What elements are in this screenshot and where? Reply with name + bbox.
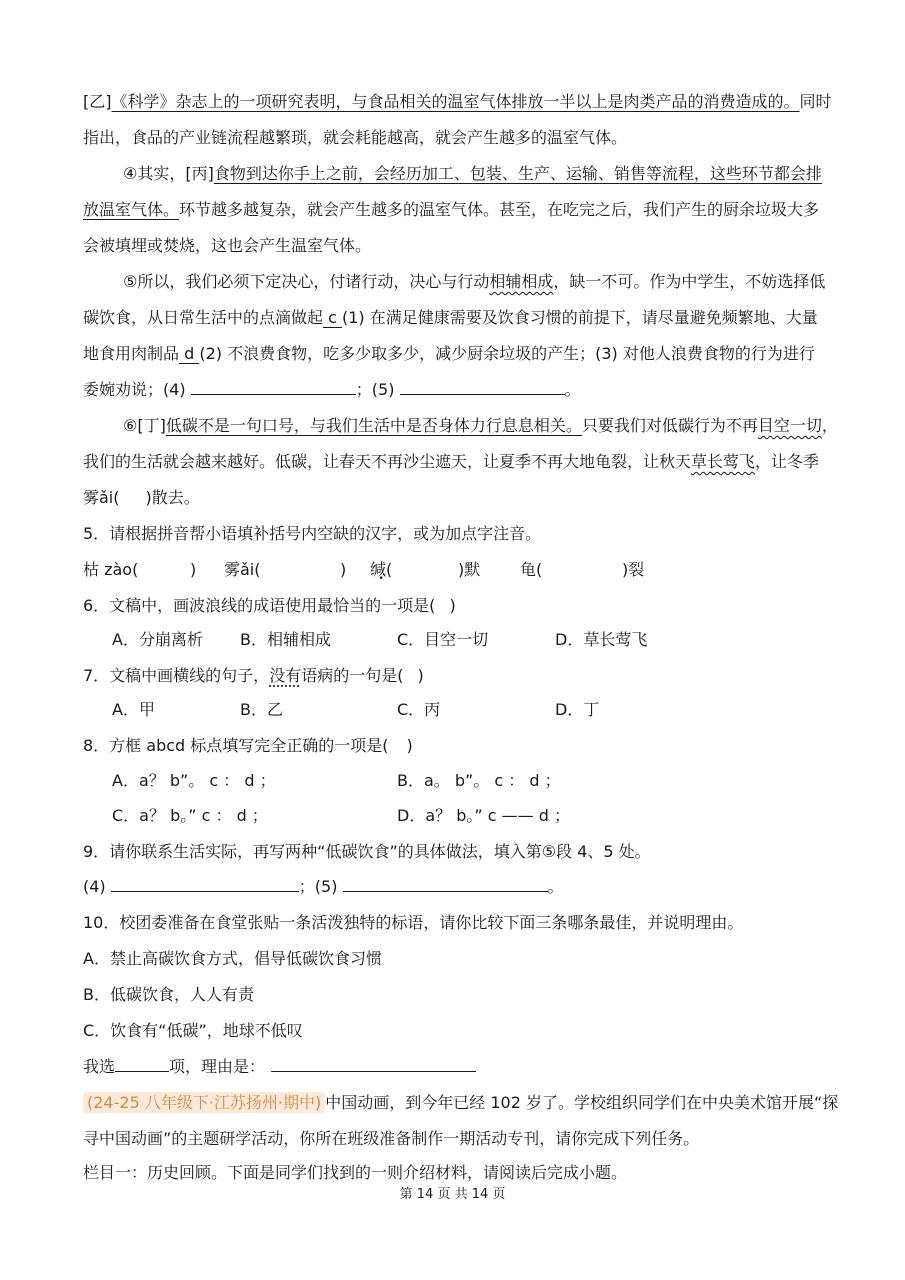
q9-blank-5[interactable] [343,873,548,892]
paragraph-4-line3: 会被填埋或焚烧，这也会产生温室气体。 [83,236,372,255]
question-6-stem: 6．文稿中，画波浪线的成语使用最恰当的一项是( ) [83,596,456,615]
paragraph-yi-line1: [乙]《科学》杂志上的一项研究表明，与食品相关的温室气体排放一半以上是肉类产品的消费造成的。同时 [83,92,832,111]
blank-5[interactable] [400,376,565,395]
q10-answer: 我选 项，理由是： [83,1052,825,1082]
sentence-ding: 低碳不是一句口号，与我们生活中是否身体力行息息相关。 [165,416,582,435]
q6-option-a[interactable]: A．分崩离析 [112,630,203,649]
sentence-bing: 食物到达你手上之前，会经历加工、包装、生产、运输、销售等流程，这些环节都会排 [213,164,822,183]
question-9-stem: 9．请你联系生活实际，再写两种“低碳饮食”的具体做法，填入第⑤段 4、5 处。 [83,842,651,861]
q8-option-d[interactable]: D．a？ b。” c —— d ； [397,806,570,825]
paragraph-yi-line2: 指出，食品的产业链流程越繁琐，就会耗能越高，就会产生越多的温室气体。 [83,128,628,147]
q7-option-b[interactable]: B．乙 [240,700,283,719]
q7-option-d[interactable]: D．丁 [555,700,600,719]
next-section-intro-line2: 寻中国动画”的主题研学活动，你所在班级准备制作一期活动专刊，请你完成下列任务。 [83,1129,700,1148]
idiom-mukong: 目空一切 [757,416,822,435]
q9-blank-4[interactable] [111,873,299,892]
column-one-instruction: 栏目一：历史回顾。下面是同学们找到的一则介绍材料，请阅读后完成小题。 [83,1163,628,1182]
blank-4[interactable] [191,376,356,395]
q6-option-b[interactable]: B．相辅相成 [240,630,331,649]
sentence-yi: 《科学》杂志上的一项研究表明，与食品相关的温室气体排放一半以上是肉类产品的消费造成的。 [111,92,800,111]
mark-d: d [179,344,200,363]
q7-option-c[interactable]: C．丙 [397,700,441,719]
q7-option-a[interactable]: A．甲 [112,700,155,719]
q6-option-c[interactable]: C．目空一切 [397,630,489,649]
paragraph-4-line1: ④其实，[丙]食物到达你手上之前，会经历加工、包装、生产、运输、销售等流程，这些环节都会排 [123,164,822,183]
q5-item-jian[interactable]: 缄( • [370,555,392,585]
q5-item-gui[interactable]: 龟( [520,560,543,579]
next-section-intro-line1: (24-25 八年级下·江苏扬州·期中) 中国动画，到今年已经 102 岁了。学校组织同学们在中央美术馆开展“探 [83,1088,825,1118]
question-8-stem: 8．方框 abcd 标点填写完全正确的一项是( ) [83,736,413,755]
q5-item-ai[interactable]: 雾ǎi( [224,560,261,579]
question-7-stem: 7．文稿中画横线的句子，没有语病的一句是( ) [83,666,424,685]
exam-page: [乙]《科学》杂志上的一项研究表明，与食品相关的温室气体排放一半以上是肉类产品的消费造成的。同时 指出，食品的产业链流程越繁琐，就会耗能越高，就会产生越多的温室气体。 ④其实，[丙]食物到达你手上之前，会经历加工、包装、生产、运输、销售等流程，这些环节都会排 放温室气体。环节越多越复杂，就会产生越多的温室气体。甚至，在吃完之后，我们产生的厨余垃圾大多 会被填埋或焚烧，这也会产生温室气体。 ⑤所以，我们必须下定决心，付诸行动，决心与行动相辅相成，缺一不可。作为中学生，不妨选择低 碳饮食，从日常生活中的点滴做起 c (1) 在满足健康需要及饮食习惯的前提下，请尽量避免频繁地、大量 地食用肉制品 d (2) 不浪费食物，吃多少取多少，减少厨余垃圾的产生；(3) 对他人浪费食物的行为进行 委婉劝说；(4) ；(5) 。 ⑥[丁]低碳不是一句口号，与我们生活中是否身体力行息息相关。只要我们对低碳行为不再目空一切， 我们的生活就会越来越好。低碳，让春天不再沙尘遮天，让夏季不再大地龟裂，让秋天草长莺飞，让冬季 雾ǎi( )散去。 5．请根据拼音帮小语填补括号内空缺的汉字，或为加点字注音。 枯 zào( ) 雾ǎi( ) 缄( • )默 龟( )裂 6．文稿中，画波浪线的成语使用最恰当的一项是( ) A．分崩离析 B．相辅相成 C．目空一切 D．草长莺飞 7．文稿中画横线的句子，没有语病的一句是( ) A．甲 B．乙 C．丙 D．丁 8．方框 abcd 标点填写完全正确的一项是( ) A．a？ b”。 c ： d ； B．a。 b”。 c ： d ； C．a？ b。” c ： d ； D．a？ b。” c —— d ； 9．请你联系生活实际，再写两种“低碳饮食”的具体做法，填入第⑤段 4、5 处。 (4) ；(5) 。 10．校团委准备在食堂张贴一条活泼独特的标语，请你比较下面三条哪条最佳，并说明理由。 A．禁止高碳饮食方式，倡导低碳饮食习惯 B．低碳饮食，人人有责 C．饮食有“低碳”，地球不低叹 我选 项，理由是： (24-25 八年级下·江苏扬州·期中) 中国动画，到今年已经 102 岁了。学校组织同学们在中央美术馆开展“探 寻中国动画”的主题研学活动，你所在班级准备制作一期活动专刊，请你完成下列任务。 栏目一：历史回顾。下面是同学们找到的一则介绍材料，请阅读后完成小题。 第 14 页 共 14 页 [0,0,905,1280]
paragraph-4-line2: 放温室气体。环节越多越复杂，就会产生越多的温室气体。甚至，在吃完之后，我们产生的厨余垃圾大多 [83,200,820,219]
idiom-xiangfu: 相辅相成 [489,272,554,291]
question-9-answer: (4) ；(5) 。 [83,872,825,902]
paragraph-5-line2: 碳饮食，从日常生活中的点滴做起 c (1) 在满足健康需要及饮食习惯的前提下，请尽量避免频繁地、大量 [83,308,818,327]
question-5-stem: 5．请根据拼音帮小语填补括号内空缺的汉字，或为加点字注音。 [83,524,542,543]
paragraph-6-line3: 雾ǎi( )散去。 [83,488,200,507]
page-footer: 第 14 页 共 14 页 [399,1187,506,1202]
q10-option-b[interactable]: B．低碳饮食，人人有责 [83,985,254,1004]
mark-c: c [323,308,342,327]
q8-option-b[interactable]: B．a。 b”。 c ： d ； [397,771,561,790]
q10-choice-blank[interactable] [115,1053,169,1072]
q10-option-c[interactable]: C．饮食有“低碳”，地球不低叹 [83,1021,303,1040]
paragraph-6-line2: 我们的生活就会越来越好。低碳，让春天不再沙尘遮天，让夏季不再大地龟裂，让秋天草长莺飞，让冬季 [83,452,820,471]
q8-option-a[interactable]: A．a？ b”。 c ： d ； [112,771,276,790]
q8-option-c[interactable]: C．a？ b。” c ： d ； [112,806,268,825]
paragraph-5-line3: 地食用肉制品 d (2) 不浪费食物，吃多少取多少，减少厨余垃圾的产生；(3) 对他人浪费食物的行为进行 [83,344,815,363]
paragraph-5-line4: 委婉劝说；(4) ；(5) 。 [83,375,825,405]
q5-item-zao[interactable]: 枯 zào( [83,560,139,579]
paragraph-5-line1: ⑤所以，我们必须下定决心，付诸行动，决心与行动相辅相成，缺一不可。作为中学生，不妨选择低 [123,272,826,291]
q6-option-d[interactable]: D．草长莺飞 [555,630,648,649]
q10-option-a[interactable]: A．禁止高碳饮食方式，倡导低碳饮食习惯 [83,949,382,968]
q10-reason-blank[interactable] [271,1053,476,1072]
paragraph-6-line1: ⑥[丁]低碳不是一句口号，与我们生活中是否身体力行息息相关。只要我们对低碳行为不再目空一切， [123,416,838,435]
question-10-stem: 10．校团委准备在食堂张贴一条活泼独特的标语，请你比较下面三条哪条最佳，并说明理由。 [83,913,744,932]
source-tag: (24-25 八年级下·江苏扬州·期中) [83,1092,325,1113]
idiom-caozhang: 草长莺飞 [691,452,756,471]
